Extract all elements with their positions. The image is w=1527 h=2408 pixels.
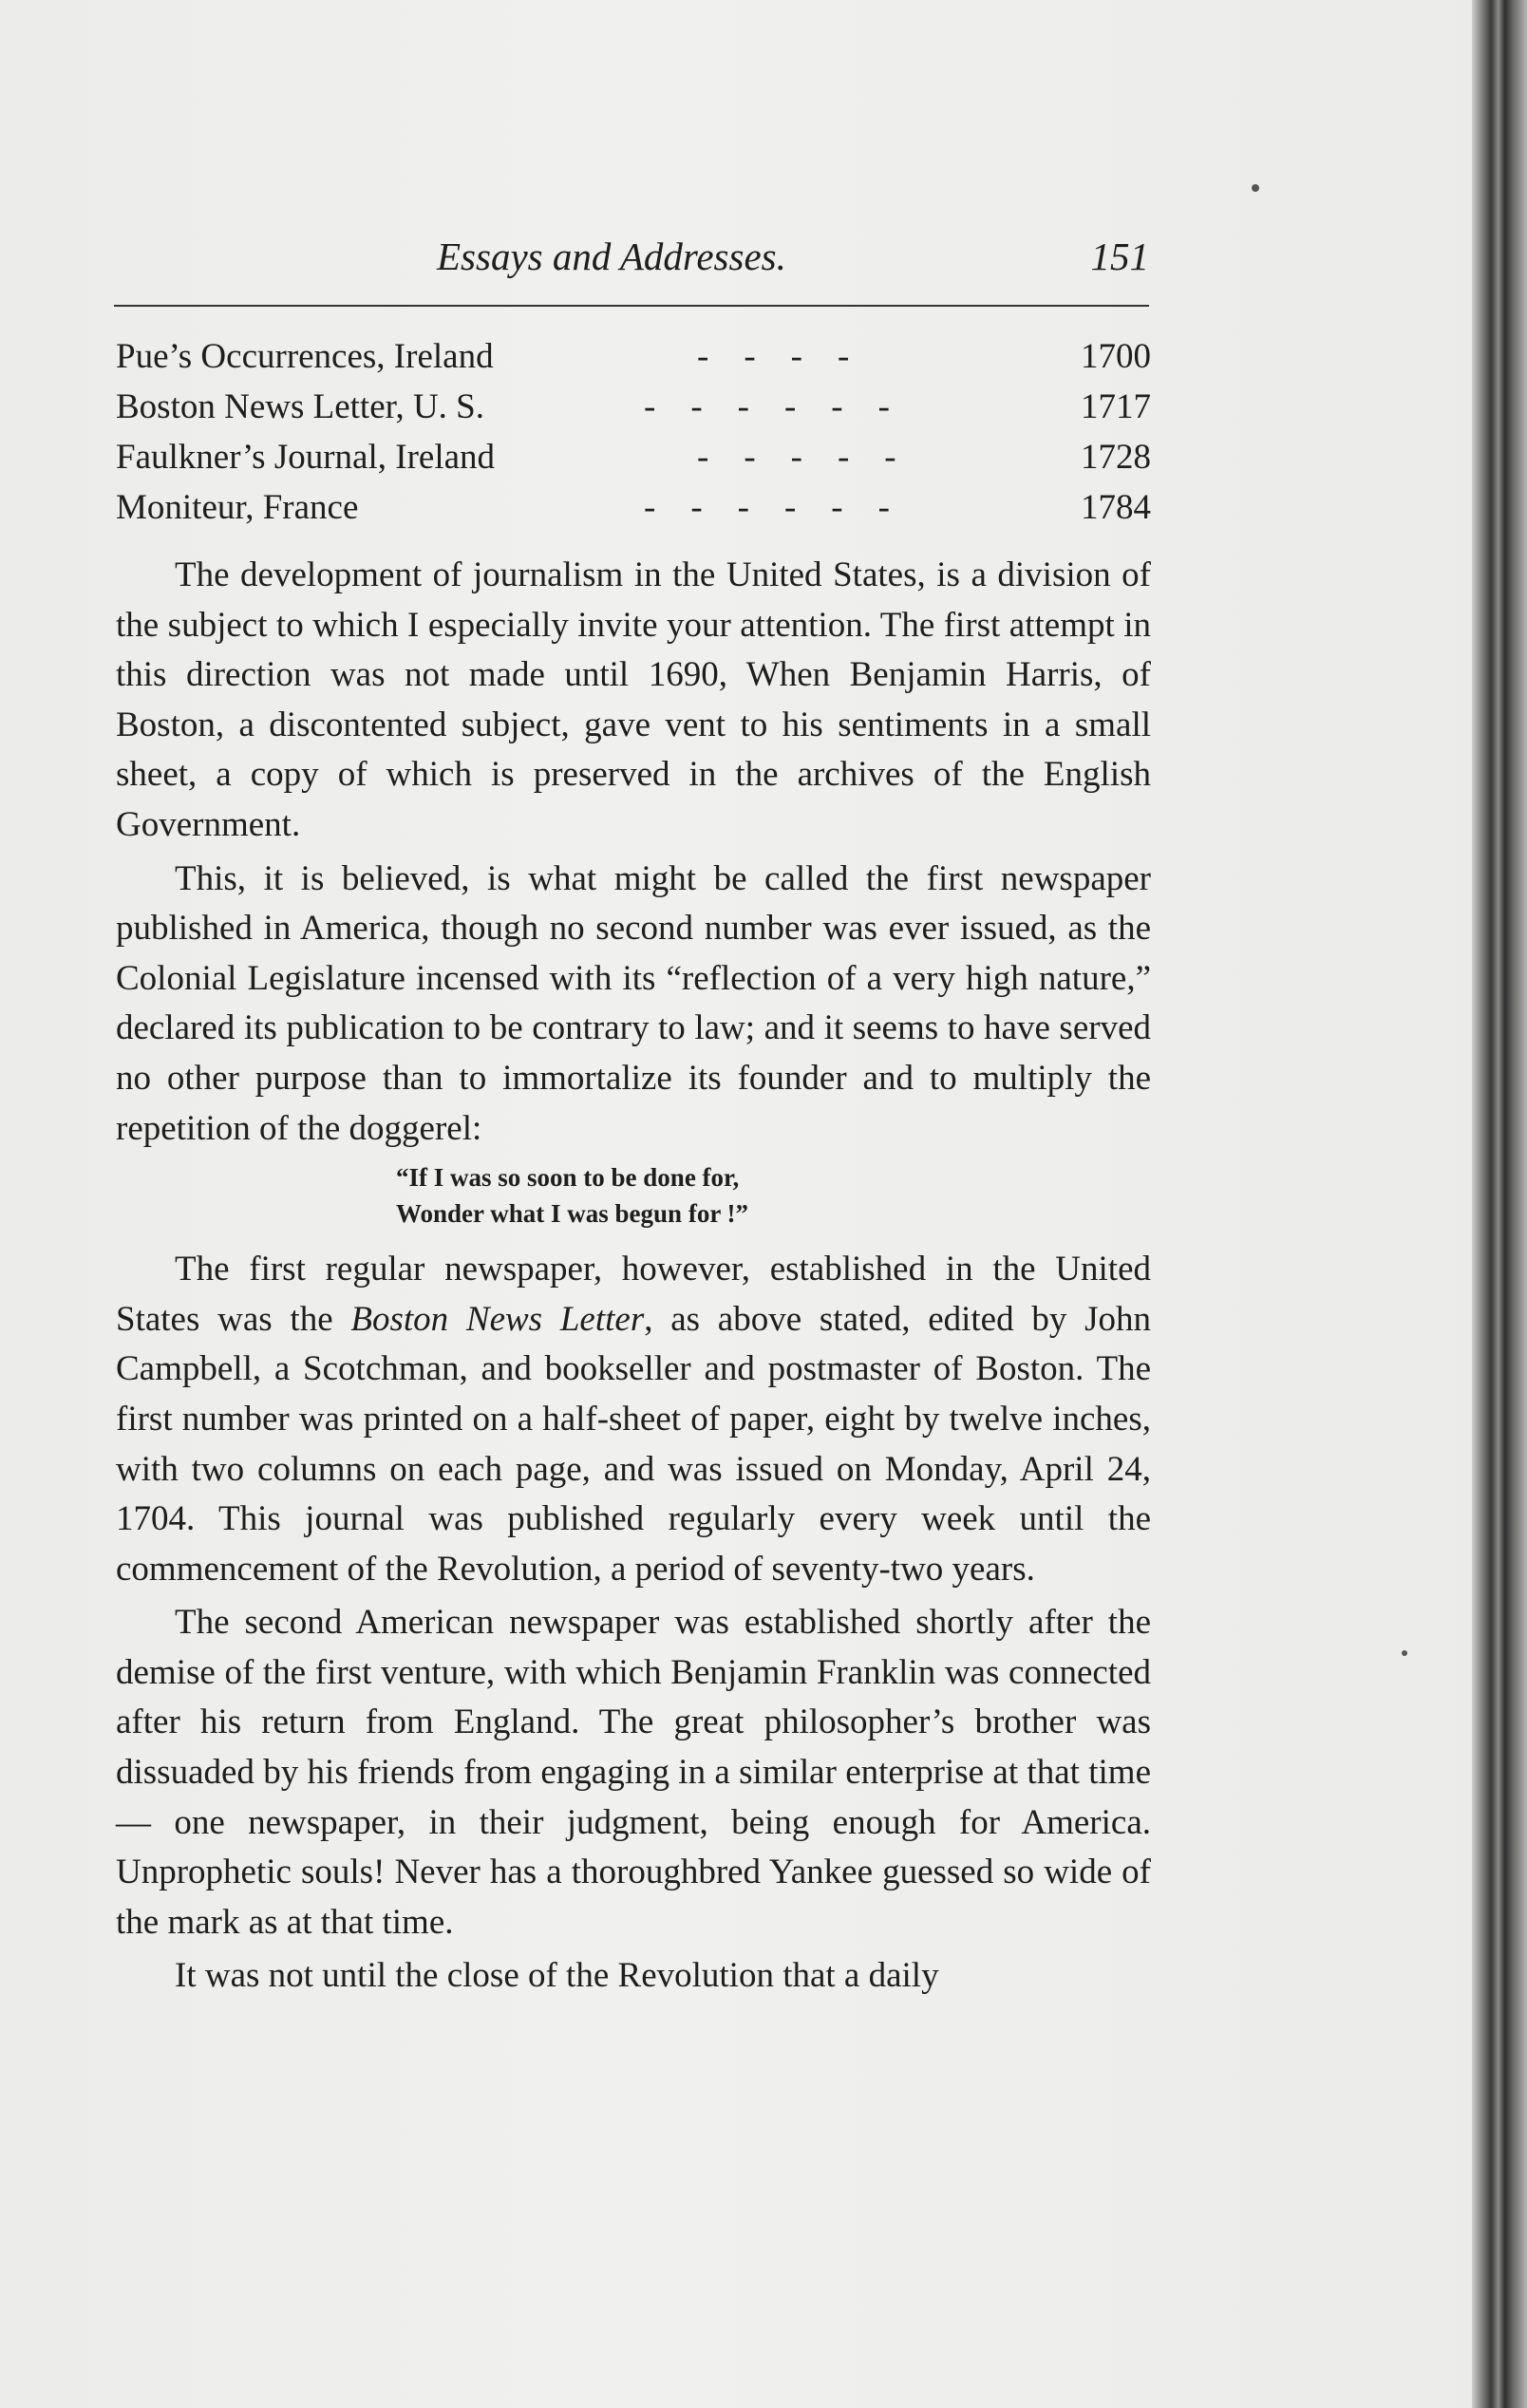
- doggerel-quote: [116, 1159, 1151, 1232]
- page-number: 151: [1090, 235, 1149, 278]
- leader-dashes: - - - - - -: [644, 387, 890, 426]
- quote-line: Wonder what I was begun for !”: [396, 1199, 749, 1229]
- paragraph: This, it is believed, is what might be called the first newspaper published in America, though no second number was ever issued, as the Colonial Legislature incensed with its “reflection of a very high nature,” declared its publication to be contrary to law; and it seems to have served no other purpose than to immortalize its founder and to multiply the repetition of the doggerel:: [116, 858, 1151, 1148]
- page-header: [114, 234, 1149, 291]
- newspaper-year: 1728: [1081, 438, 1151, 477]
- table-row: [116, 487, 1151, 537]
- newspaper-year: 1717: [1081, 387, 1151, 426]
- running-title: Essays and Addresses.: [437, 235, 786, 278]
- leader-dashes: - - - - -: [697, 438, 896, 477]
- newspaper-name: Faulkner’s Journal, Ireland: [116, 438, 496, 477]
- newspaper-name: Moniteur, France: [116, 488, 359, 527]
- paragraph: It was not until the close of the Revolution that a daily: [175, 1956, 939, 1996]
- body-text: [116, 551, 1151, 2002]
- newspaper-title: Boston News Letter: [350, 1299, 645, 1339]
- paragraph: The development of journalism in the United States, is a division of the subject to which I especially invite your attention. The first attempt in this direction was not made until 1690, When Benjamin Harris, of Boston, a discontented subject, gave vent to his sentiments in a small sheet, a copy of which is preserved in the archives of the English Government.: [116, 555, 1151, 844]
- paragraph: The second American newspaper was established shortly after the demise of the first venture, with which Benjamin Franklin was connected after his return from England. The great philosopher’s brother was dissuaded by his friends from engaging in a similar enterprise at that time — one newspaper, in their judgment, being enough for America. Unprophetic souls! Never has a thoroughbred Yankee guessed so wide of the mark as at that time.: [116, 1603, 1151, 1942]
- newspaper-year: 1700: [1081, 337, 1151, 376]
- leader-dashes: - - - - - -: [644, 488, 890, 527]
- newspaper-year: 1784: [1081, 488, 1151, 527]
- table-row: [116, 437, 1151, 487]
- leader-dashes: - - - -: [697, 337, 850, 376]
- paper-speck: [1252, 184, 1259, 192]
- paragraph-text: The first regular newspaper, however, established in the United States was the: [116, 1250, 1151, 1339]
- paragraph: [116, 1245, 1151, 1594]
- newspaper-name: Boston News Letter, U. S.: [116, 387, 485, 426]
- newspaper-table: [116, 336, 1151, 537]
- table-row: [116, 336, 1151, 386]
- paper-speck: [1402, 1650, 1407, 1656]
- newspaper-name: Pue’s Occurrences, Ireland: [116, 337, 494, 376]
- book-spine-edge: [1472, 0, 1527, 2408]
- header-rule: [114, 305, 1149, 307]
- table-row: [116, 386, 1151, 437]
- quote-line: “If I was so soon to be done for,: [396, 1163, 740, 1193]
- paragraph-text: , as above stated, edited by John Campbell, a Scotchman, and bookseller and postmaster of Boston. The first number was printed on a half-sheet of paper, eight by twelve inches, with two columns on each page, and was issued on Monday, April 24, 1704. This journal was published regularly every week until the commencement of the Revolution, a period of seventy-two years.: [116, 1299, 1151, 1589]
